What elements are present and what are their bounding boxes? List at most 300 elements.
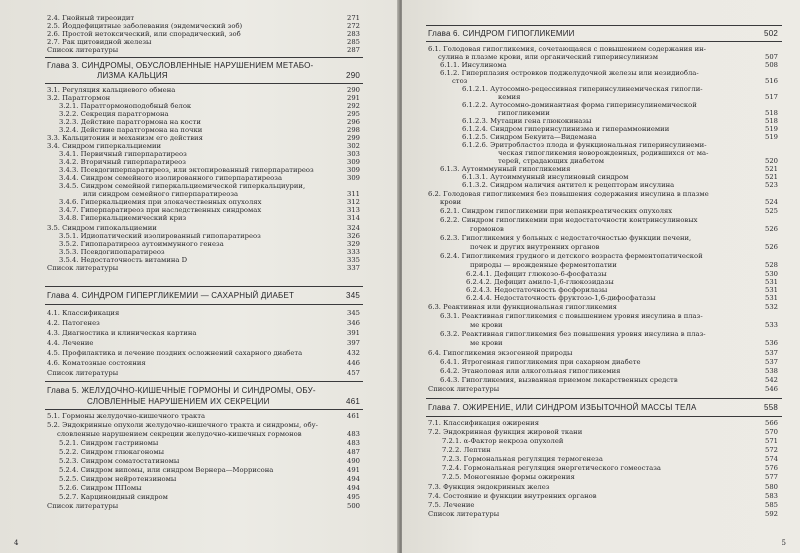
toc-entry-text: 3.4.5. Синдром семейной гиперкальциемической гиперкальциурии, <box>59 182 306 190</box>
toc-entry-page: 314 <box>347 214 360 222</box>
toc-entry-text: стоз <box>452 77 468 85</box>
toc-chapter <box>97 71 360 80</box>
toc-entry <box>462 141 778 149</box>
toc-entry-page: 571 <box>765 437 778 445</box>
toc-entry <box>428 428 778 436</box>
toc-chapter-text: Глава 7. ОЖИРЕНИЕ, ИЛИ СИНДРОМ ИЗБЫТОЧНОЙ МАССЫ ТЕЛА <box>428 403 697 412</box>
toc-entry <box>466 294 778 302</box>
toc-entry <box>47 94 360 102</box>
toc-entry <box>428 510 778 518</box>
toc-entry-page: 283 <box>347 30 360 38</box>
toc-entry <box>59 248 360 256</box>
toc-entry-text: 3.5.4. Недостаточность витамина D <box>59 256 188 264</box>
toc-entry <box>59 466 360 474</box>
toc-entry-page: 324 <box>347 224 360 232</box>
toc-entry-page: 508 <box>765 61 778 69</box>
toc-entry <box>428 385 778 393</box>
toc-entry <box>59 448 360 456</box>
page-number: 4 <box>14 539 19 547</box>
divider <box>426 416 782 417</box>
toc-entry-page: 520 <box>765 157 778 165</box>
toc-entry-text: 3.4.4. Синдром семейного изолированного гиперпаратиреоза <box>59 174 283 182</box>
toc-entry-page: 432 <box>347 349 360 357</box>
toc-entry-text: 3.4.8. Гиперкальциемический криз <box>59 214 187 222</box>
toc-chapter <box>428 403 778 412</box>
toc-chapter <box>47 386 360 395</box>
toc-entry <box>59 166 360 174</box>
toc-entry <box>440 216 778 224</box>
toc-entry-text: 6.1.3.2. Синдром наличия антител к рецепторам инсулина <box>462 181 675 189</box>
toc-entry-text: ме крови <box>470 321 503 329</box>
toc-entry-text: 6.1.2. Гиперплазия островков поджелудочной железы или незидиобла- <box>440 69 699 77</box>
toc-entry-page: 446 <box>347 359 360 367</box>
toc-chapter-page: 345 <box>346 291 360 300</box>
toc-entry <box>59 182 360 190</box>
toc-chapter-text: ЛИЗМА КАЛЬЦИЯ <box>97 71 168 80</box>
toc-entry <box>442 473 778 481</box>
toc-entry-page: 326 <box>347 232 360 240</box>
toc-entry-text: 6.4. Гипогликемия экзогенной природы <box>428 349 573 357</box>
toc-entry-page: 494 <box>347 484 360 492</box>
divider <box>45 304 363 305</box>
toc-entry-text: 7.2.3. Гормональная регуляция термогенеза <box>442 455 603 463</box>
toc-entry <box>59 232 360 240</box>
toc-entry-page: 574 <box>765 455 778 463</box>
toc-entry <box>59 214 360 222</box>
toc-entry-text: 6.2. Голодовая гипогликемия без повышения содержания инсулина в плазме <box>428 190 709 198</box>
toc-chapter-text: Глава 3. СИНДРОМЫ, ОБУСЛОВЛЕННЫЕ НАРУШЕНИЕМ МЕТАБО- <box>47 61 314 70</box>
toc-entry <box>428 483 778 491</box>
toc-entry-text: 3.5.2. Гипопаратиреоз аутоиммунного генеза <box>59 240 224 248</box>
toc-entry <box>59 484 360 492</box>
toc-entry <box>47 264 360 272</box>
toc-entry-page: 345 <box>347 309 360 317</box>
toc-entry <box>470 339 778 347</box>
toc-entry <box>59 118 360 126</box>
toc-entry <box>47 38 360 46</box>
toc-entry-page: 494 <box>347 475 360 483</box>
toc-entry-text: 6.1.2.4. Синдром гиперинсулинизма и гипераммониемии <box>462 125 670 133</box>
toc-entry <box>47 22 360 30</box>
toc-entry-text: 5.1. Гормоны желудочно-кишечного тракта <box>47 412 206 420</box>
toc-entry-page: 313 <box>347 206 360 214</box>
divider <box>45 83 363 84</box>
toc-entry-page: 577 <box>765 473 778 481</box>
toc-entry-page: 483 <box>347 430 360 438</box>
toc-entry-text: 5.2.1. Синдром гастриномы <box>59 439 159 447</box>
toc-entry-page: 309 <box>347 158 360 166</box>
toc-entry <box>466 270 778 278</box>
toc-entry <box>440 198 778 206</box>
toc-entry-page: 531 <box>765 278 778 286</box>
toc-entry <box>428 492 778 500</box>
toc-entry-text: Список литературы <box>47 369 119 377</box>
toc-entry <box>440 312 778 320</box>
toc-chapter-text: Глава 5. ЖЕЛУДОЧНО-КИШЕЧНЫЕ ГОРМОНЫ И СИНДРОМЫ, ОБУ- <box>47 386 316 395</box>
toc-entry <box>470 243 778 251</box>
toc-entry-page: 311 <box>347 190 360 198</box>
toc-entry-page: 302 <box>347 142 360 150</box>
toc-entry <box>83 190 360 198</box>
right-page <box>402 0 800 553</box>
toc-entry-text: 6.2.4.4. Недостаточность фруктозо-1,6-дифосфатазы <box>466 294 656 302</box>
toc-entry-text: Список литературы <box>47 264 119 272</box>
toc-entry-text: гормонов <box>470 225 504 233</box>
toc-entry-text: 7.5. Лечение <box>428 501 475 509</box>
toc-entry-page: 570 <box>765 428 778 436</box>
toc-entry-text: 6.1.2.6. Эритробластоз плода и функциональная гиперинсулинеми- <box>462 141 707 149</box>
toc-entry <box>466 278 778 286</box>
toc-entry <box>59 158 360 166</box>
toc-entry-text: 4.1. Классификация <box>47 309 120 317</box>
toc-entry-text: 7.2. Эндокринная функция жировой ткани <box>428 428 583 436</box>
toc-entry-page: 287 <box>347 46 360 54</box>
toc-entry-page: 521 <box>765 165 778 173</box>
toc-entry-text: 4.4. Лечение <box>47 339 94 347</box>
toc-entry-page: 333 <box>347 248 360 256</box>
toc-entry-page: 530 <box>765 270 778 278</box>
toc-entry <box>462 117 778 125</box>
toc-entry <box>59 206 360 214</box>
toc-entry-page: 272 <box>347 22 360 30</box>
toc-entry-text: 2.6. Простой нетоксический, или спорадический, зоб <box>47 30 241 38</box>
toc-entry-text: 6.2.4. Гипогликемия грудного и детского возраста ферментопатической <box>440 252 703 260</box>
toc-entry-text: 4.2. Патогенез <box>47 319 100 327</box>
toc-entry-page: 518 <box>765 109 778 117</box>
toc-entry <box>47 14 360 22</box>
toc-entry <box>498 109 778 117</box>
toc-entry-text: 3.4.1. Первичный гиперпаратиреоз <box>59 150 187 158</box>
toc-entry <box>440 252 778 260</box>
toc-entry-text: 5.2.6. Синдром ППомы <box>59 484 142 492</box>
toc-entry-text: или синдром семейного гиперпаратиреоза <box>83 190 239 198</box>
toc-entry <box>428 419 778 427</box>
toc-entry <box>47 319 360 327</box>
toc-entry-page: 538 <box>765 367 778 375</box>
toc-entry-text: 7.2.2. Лептин <box>442 446 491 454</box>
toc-entry <box>442 455 778 463</box>
toc-chapter <box>428 29 778 38</box>
toc-entry-page: 487 <box>347 448 360 456</box>
toc-entry-text: 6.1.3.1. Аутоиммунный инсулиновый синдром <box>462 173 629 181</box>
toc-entry-page: 531 <box>765 294 778 302</box>
toc-entry-page: 309 <box>347 174 360 182</box>
toc-entry <box>47 359 360 367</box>
toc-entry-page: 312 <box>347 198 360 206</box>
toc-entry-text: 7.1. Классификация ожирения <box>428 419 540 427</box>
toc-entry <box>47 421 360 429</box>
toc-entry-page: 491 <box>347 466 360 474</box>
toc-entry-text: 6.3. Реактивная или функциональная гипогликемия <box>428 303 617 311</box>
toc-entry <box>462 125 778 133</box>
toc-entry <box>440 358 778 366</box>
toc-entry <box>57 430 360 438</box>
toc-entry <box>440 234 778 242</box>
toc-entry-page: 397 <box>347 339 360 347</box>
toc-entry-page: 546 <box>765 385 778 393</box>
toc-entry <box>440 367 778 375</box>
toc-entry <box>498 157 778 165</box>
toc-entry-text: Список литературы <box>428 385 500 393</box>
toc-entry-text: природы — врожденные ферментопатии <box>470 261 617 269</box>
toc-entry <box>428 45 778 53</box>
toc-entry <box>47 349 360 357</box>
divider <box>45 286 363 287</box>
toc-entry-text: 7.3. Функция эндокринных желез <box>428 483 550 491</box>
toc-entry <box>498 149 778 157</box>
toc-entry-page: 299 <box>347 134 360 142</box>
toc-entry <box>47 412 360 420</box>
toc-entry <box>47 46 360 54</box>
toc-entry-text: 6.3.1. Реактивная гипогликемия с повышением уровня инсулина в плаз- <box>440 312 703 320</box>
toc-entry <box>440 69 778 77</box>
toc-entry-text: Список литературы <box>428 510 500 518</box>
divider <box>426 398 782 399</box>
toc-entry <box>59 150 360 158</box>
toc-entry-text: 3.4.3. Псевдогиперпаратиреоз, или эктопированный гиперпаратиреоз <box>59 166 314 174</box>
toc-entry <box>59 457 360 465</box>
toc-entry <box>59 198 360 206</box>
toc-entry <box>47 369 360 377</box>
toc-entry-text: 3.5.1. Идиопатический изолированный гипопаратиреоз <box>59 232 261 240</box>
toc-chapter-text: Глава 6. СИНДРОМ ГИПОГЛИКЕМИИ <box>428 29 575 38</box>
toc-entry-page: 525 <box>765 207 778 215</box>
toc-entry-text: 6.2.4.3. Недостаточность фосфорилазы <box>466 286 608 294</box>
toc-entry-text: 5.2.4. Синдром випомы, или синдром Вернера—Моррисона <box>59 466 274 474</box>
toc-entry-page: 507 <box>765 53 778 61</box>
divider <box>45 57 363 58</box>
toc-entry-text: сулина в плазме крови, или органический гиперинсулинизм <box>438 53 659 61</box>
toc-entry <box>47 502 360 510</box>
toc-entry <box>47 134 360 142</box>
toc-entry-text: 3.3. Кальцитонин и механизм его действия <box>47 134 203 142</box>
toc-entry-page: 542 <box>765 376 778 384</box>
toc-entry-page: 524 <box>765 198 778 206</box>
toc-entry-text: 6.1.3. Аутоиммунный гипогликемия <box>440 165 571 173</box>
toc-entry <box>47 224 360 232</box>
toc-entry <box>59 110 360 118</box>
toc-entry-page: 526 <box>765 243 778 251</box>
toc-entry <box>59 475 360 483</box>
divider <box>45 381 363 382</box>
toc-entry-text: 6.1.1. Инсулинома <box>440 61 507 69</box>
toc-entry-page: 580 <box>765 483 778 491</box>
toc-entry-text: 6.2.4.1. Дефицит глюкозо-6-фосфатазы <box>466 270 607 278</box>
toc-entry-text: 6.1. Голодовая гипогликемия, сочетающаяся с повышением содержания ин- <box>428 45 706 53</box>
toc-chapter-text: СЛОВЛЕННЫЕ НАРУШЕНИЕМ ИХ СЕКРЕЦИИ <box>87 397 270 406</box>
toc-entry-page: 271 <box>347 14 360 22</box>
toc-entry-page: 461 <box>347 412 360 420</box>
toc-entry-page: 531 <box>765 286 778 294</box>
toc-entry-page: 517 <box>765 93 778 101</box>
toc-entry <box>47 329 360 337</box>
toc-entry <box>59 439 360 447</box>
toc-entry-text: 5.2.3. Синдром соматостатиномы <box>59 457 180 465</box>
toc-entry-page: 537 <box>765 349 778 357</box>
toc-entry-page: 532 <box>765 303 778 311</box>
toc-entry <box>440 165 778 173</box>
toc-entry-page: 285 <box>347 38 360 46</box>
toc-entry-text: 6.1.2.5. Синдром Бекуита—Видемана <box>462 133 597 141</box>
toc-entry-page: 303 <box>347 150 360 158</box>
toc-entry-text: 4.6. Коматозные состояния <box>47 359 146 367</box>
toc-entry-text: 6.2.1. Синдром гипогликемии при непанкреатических опухолях <box>440 207 673 215</box>
toc-entry <box>442 446 778 454</box>
toc-entry-page: 346 <box>347 319 360 327</box>
toc-entry-page: 335 <box>347 256 360 264</box>
toc-entry-text: 2.4. Гнойный тиреоидит <box>47 14 135 22</box>
toc-entry-text: 6.1.2.1. Аутосомно-рецессивная гиперинсулинемическая гипогли- <box>462 85 703 93</box>
toc-entry-text: 6.2.2. Синдром гипогликемии при недостаточности контринсулиновых <box>440 216 698 224</box>
toc-entry-text: 7.2.1. α-Фактор некроза опухолей <box>442 437 564 445</box>
toc-entry-page: 391 <box>347 329 360 337</box>
toc-entry <box>462 101 778 109</box>
toc-entry-page: 572 <box>765 446 778 454</box>
toc-chapter <box>87 397 360 406</box>
toc-entry <box>47 30 360 38</box>
toc-chapter-page: 558 <box>764 403 778 412</box>
toc-entry-text: 3.2. Паратгормон <box>47 94 111 102</box>
toc-entry-text: ческая гипогликемия новорожденных, родившихся от ма- <box>498 149 709 157</box>
toc-entry-text: 4.5. Профилактика и лечение поздних осложнений сахарного диабета <box>47 349 303 357</box>
toc-entry-page: 528 <box>765 261 778 269</box>
toc-entry <box>440 207 778 215</box>
toc-entry <box>47 142 360 150</box>
toc-entry-page: 519 <box>765 125 778 133</box>
toc-entry <box>59 126 360 134</box>
toc-entry <box>59 493 360 501</box>
toc-entry <box>47 309 360 317</box>
toc-entry <box>440 376 778 384</box>
toc-entry-page: 566 <box>765 419 778 427</box>
toc-entry-text: 6.4.2. Этаноловая или алкогольная гипогликемия <box>440 367 621 375</box>
toc-entry <box>59 256 360 264</box>
toc-entry-text: терей, страдающих диабетом <box>498 157 604 165</box>
toc-entry-page: 298 <box>347 126 360 134</box>
toc-entry-text: 6.4.3. Гипогликемия, вызванная приемом лекарственных средств <box>440 376 678 384</box>
toc-chapter <box>47 291 360 300</box>
toc-entry-page: 337 <box>347 264 360 272</box>
toc-entry-text: 4.3. Диагностика и клиническая картина <box>47 329 197 337</box>
toc-entry-text: 6.1.2.3. Мутации гена глюкокиназы <box>462 117 592 125</box>
toc-entry-text: 5.2.7. Карциноидный синдром <box>59 493 168 501</box>
toc-entry <box>462 133 778 141</box>
toc-entry-text: кемия <box>498 93 521 101</box>
toc-entry-page: 309 <box>347 166 360 174</box>
toc-chapter-page: 290 <box>346 71 360 80</box>
toc-entry-text: 3.2.2. Секреция паратгормона <box>59 110 169 118</box>
divider <box>45 409 363 410</box>
left-page <box>0 0 399 553</box>
toc-entry-text: 3.2.1. Паратгормоноподобный белок <box>59 102 192 110</box>
divider <box>426 25 782 26</box>
toc-entry-text: 3.2.4. Действие паратгормона на почки <box>59 126 203 134</box>
toc-entry-page: 495 <box>347 493 360 501</box>
toc-entry-text: Список литературы <box>47 502 119 510</box>
toc-entry-text: 5.2.5. Синдром нейротензиномы <box>59 475 177 483</box>
toc-entry-page: 518 <box>765 117 778 125</box>
toc-entry <box>462 85 778 93</box>
toc-entry-text: 3.4.6. Гиперкальциемия при злокачественных опухолях <box>59 198 262 206</box>
toc-entry-page: 292 <box>347 102 360 110</box>
toc-entry-text: 6.2.3. Гипогликемия у больных с недостаточностью функции печени, <box>440 234 692 242</box>
toc-entry-text: ме крови <box>470 339 503 347</box>
divider <box>426 41 782 42</box>
toc-entry-page: 576 <box>765 464 778 472</box>
toc-entry-text: 7.2.5. Моногенные формы ожирения <box>442 473 575 481</box>
toc-chapter-text: Глава 4. СИНДРОМ ГИПЕРГЛИКЕМИИ — САХАРНЫЙ ДИАБЕТ <box>47 291 295 300</box>
toc-entry-text: 3.5.3. Псевдогипопаратиреоз <box>59 248 165 256</box>
toc-entry-page: 295 <box>347 110 360 118</box>
toc-entry <box>466 286 778 294</box>
toc-entry <box>440 61 778 69</box>
toc-chapter <box>47 61 360 70</box>
toc-entry-page: 290 <box>347 86 360 94</box>
toc-entry <box>59 240 360 248</box>
toc-entry-text: 2.5. Йоддефицитные заболевания (эндемический зоб) <box>47 22 243 30</box>
toc-entry-text: 7.2.4. Гормональная регуляция энергетического гомеостаза <box>442 464 661 472</box>
toc-entry-text: 5.2.2. Синдром глюкагономы <box>59 448 165 456</box>
toc-entry-text: 2.7. Рак щитовидной железы <box>47 38 152 46</box>
toc-entry-text: 6.3.2. Реактивная гипогликемия без повышения уровня инсулина в плаз- <box>440 330 706 338</box>
toc-entry <box>442 437 778 445</box>
toc-entry <box>452 77 778 85</box>
toc-entry-page: 592 <box>765 510 778 518</box>
toc-entry-text: 6.4.1. Ятрогенная гипогликемия при сахарном диабете <box>440 358 641 366</box>
toc-entry-page: 291 <box>347 94 360 102</box>
toc-entry <box>470 321 778 329</box>
toc-entry-page: 533 <box>765 321 778 329</box>
toc-entry-text: 3.4. Синдром гиперкальциемии <box>47 142 162 150</box>
toc-entry-page: 521 <box>765 173 778 181</box>
toc-entry-page: 457 <box>347 369 360 377</box>
toc-entry <box>442 464 778 472</box>
toc-chapter-page: 461 <box>346 397 360 406</box>
toc-entry <box>440 330 778 338</box>
toc-entry-text: 6.1.2.2. Аутосомно-доминантная форма гиперинсулинемической <box>462 101 697 109</box>
toc-entry-text: 7.4. Состояние и функции внутренних органов <box>428 492 597 500</box>
toc-entry-page: 516 <box>765 77 778 85</box>
toc-entry-text: 3.4.2. Вторичный гиперпаратиреоз <box>59 158 186 166</box>
toc-entry-text: 5.2. Эндокринные опухоли желудочно-кишечного тракта и синдромы, обу- <box>47 421 318 429</box>
toc-entry <box>462 173 778 181</box>
toc-entry-text: словленные нарушением секреции желудочно-кишечных гормонов <box>57 430 302 438</box>
toc-entry-page: 537 <box>765 358 778 366</box>
toc-entry <box>428 349 778 357</box>
toc-entry-text: 6.2.4.2. Дефицит амило-1,6-глюкозидазы <box>466 278 614 286</box>
toc-entry-text: 3.4.7. Гиперпаратиреоз при наследственных синдромах <box>59 206 262 214</box>
toc-entry <box>428 303 778 311</box>
toc-entry-page: 490 <box>347 457 360 465</box>
toc-entry-page: 296 <box>347 118 360 126</box>
toc-entry-page: 585 <box>765 501 778 509</box>
toc-entry-text: 3.2.3. Действие паратгормона на кости <box>59 118 201 126</box>
page-number: 5 <box>781 539 786 547</box>
toc-entry <box>462 181 778 189</box>
toc-entry-text: почек и других внутренних органов <box>470 243 600 251</box>
toc-entry-page: 523 <box>765 181 778 189</box>
toc-entry-page: 483 <box>347 439 360 447</box>
toc-entry-text: Список литературы <box>47 46 119 54</box>
toc-entry <box>470 261 778 269</box>
toc-entry-page: 519 <box>765 133 778 141</box>
toc-entry-page: 526 <box>765 225 778 233</box>
toc-entry <box>428 190 778 198</box>
toc-entry-text: 3.5. Синдром гипокальциемии <box>47 224 157 232</box>
toc-entry-text: крови <box>440 198 462 206</box>
toc-entry <box>428 501 778 509</box>
toc-entry <box>498 93 778 101</box>
